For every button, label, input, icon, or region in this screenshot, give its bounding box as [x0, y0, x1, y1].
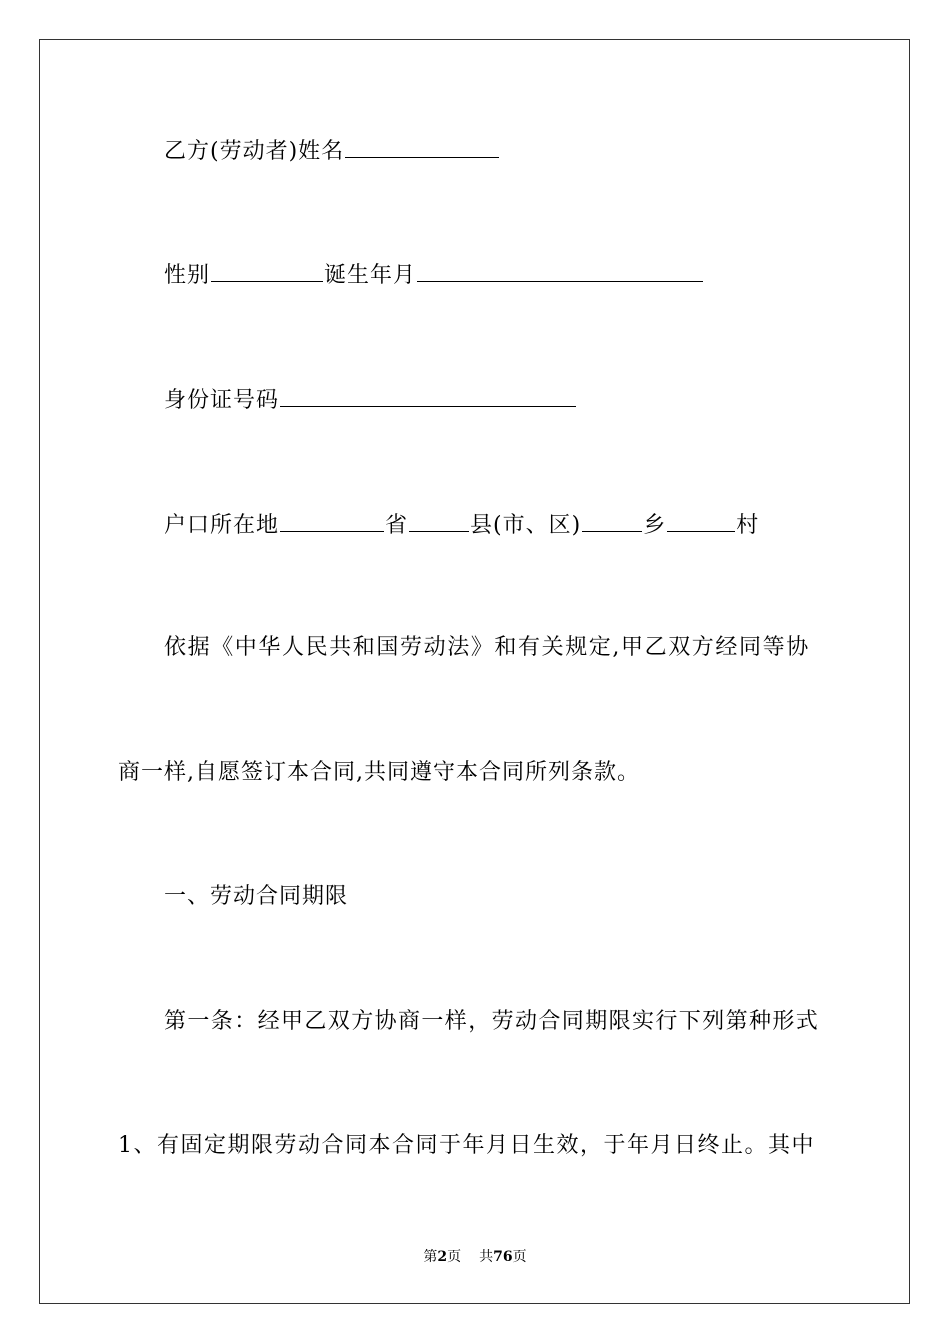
town-blank[interactable] — [582, 509, 642, 532]
id-number-blank[interactable] — [280, 384, 576, 407]
id-number-line — [164, 384, 577, 416]
total-prefix: 共 — [479, 1249, 494, 1265]
page-footer — [0, 1247, 950, 1267]
birth-label: 诞生年月 — [324, 263, 417, 288]
town-label: 乡 — [643, 513, 667, 538]
birth-blank[interactable] — [417, 259, 703, 282]
total-suffix: 页 — [512, 1249, 527, 1265]
village-blank[interactable] — [667, 509, 735, 532]
county-label: 县(市、区) — [470, 513, 582, 538]
page-suffix: 页 — [447, 1249, 462, 1265]
paragraph-line: 依据《中华人民共和国劳动法》和有关规定,甲乙双方经同等协 — [164, 635, 810, 660]
county-blank[interactable] — [409, 509, 469, 532]
article-line: 第一条：经甲乙双方协商一样，劳动合同期限实行下列第种形式 — [164, 1009, 820, 1034]
page-prefix: 第 — [423, 1249, 438, 1265]
party-b-name-label: 乙方(劳动者)姓名 — [164, 139, 345, 164]
paragraph-line: 商一样,自愿签订本合同,共同遵守本合同所列条款。 — [118, 760, 640, 785]
gender-label: 性别 — [164, 263, 211, 288]
gender-birth-line — [164, 259, 704, 291]
page-border — [39, 39, 910, 1304]
id-number-label: 身份证号码 — [164, 388, 280, 413]
clause-line: 1、有固定期限劳动合同本合同于年月日生效，于年月日终止。其中 — [118, 1133, 815, 1158]
village-label: 村 — [736, 513, 760, 538]
page-number: 2 — [437, 1249, 448, 1265]
section-heading: 一、劳动合同期限 — [164, 884, 349, 909]
name-blank[interactable] — [345, 135, 499, 158]
party-b-name-line — [164, 135, 500, 167]
province-label: 省 — [385, 513, 409, 538]
total-pages: 76 — [493, 1249, 513, 1265]
household-registration-line — [164, 509, 759, 541]
province-blank[interactable] — [280, 509, 384, 532]
household-label: 户口所在地 — [164, 513, 280, 538]
gender-blank[interactable] — [211, 259, 323, 282]
